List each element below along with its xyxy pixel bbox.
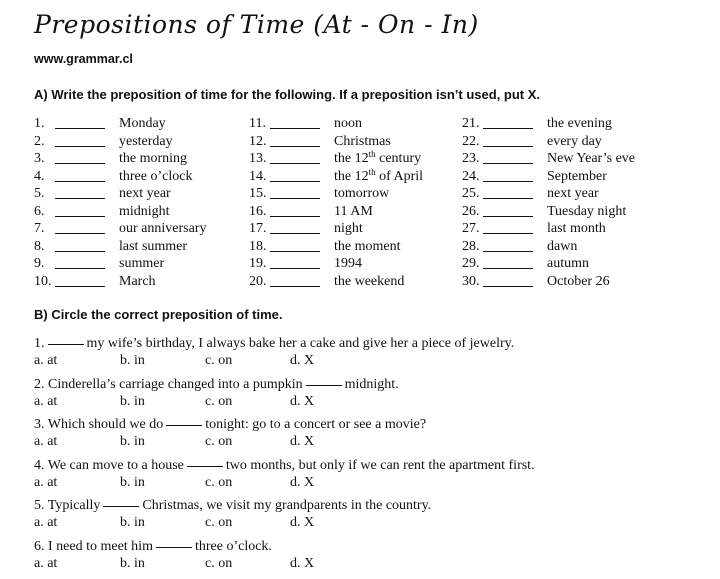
item-number: 30. <box>462 274 480 290</box>
item-text-main: March <box>119 274 156 289</box>
answer-blank[interactable] <box>55 163 105 164</box>
item-text <box>547 256 589 272</box>
item-text <box>334 134 391 150</box>
item-text <box>547 134 602 150</box>
answer-blank[interactable] <box>270 198 320 199</box>
item-text <box>547 116 612 132</box>
answer-blank[interactable] <box>270 233 320 234</box>
item-text <box>334 151 421 167</box>
item-text <box>547 204 626 220</box>
question-text-after: my wife’s birthday, I always bake her a cake and give her a piece of jewelry. <box>87 336 515 351</box>
question-text-after: midnight. <box>345 377 399 392</box>
item-text <box>119 256 164 272</box>
answer-blank[interactable] <box>187 465 223 467</box>
item-text <box>119 151 187 167</box>
item-text <box>334 116 362 132</box>
question-stem <box>34 336 714 353</box>
item-number: 5. <box>34 186 45 202</box>
item-text-main: every day <box>547 134 602 149</box>
answer-option[interactable]: d. X <box>290 515 314 531</box>
answer-option[interactable]: d. X <box>290 475 314 491</box>
answer-option[interactable]: c. on <box>205 556 232 572</box>
item-number: 22. <box>462 134 480 150</box>
answer-blank[interactable] <box>55 216 105 217</box>
answer-option[interactable]: a. at <box>34 515 57 531</box>
item-number: 18. <box>249 239 267 255</box>
item-number: 23. <box>462 151 480 167</box>
item-text <box>119 239 187 255</box>
answer-blank[interactable] <box>55 146 105 147</box>
answer-blank[interactable] <box>48 343 84 345</box>
question-block <box>34 539 714 579</box>
item-text-main: 11 AM <box>334 204 373 219</box>
answer-blank[interactable] <box>166 424 202 426</box>
answer-blank[interactable] <box>483 216 533 217</box>
answer-options <box>34 434 714 451</box>
question-block <box>34 417 714 458</box>
item-text-main: the 12 <box>334 151 369 166</box>
item-number: 16. <box>249 204 267 220</box>
item-text <box>334 204 373 220</box>
answer-option[interactable]: d. X <box>290 556 314 572</box>
item-text-main: Tuesday night <box>547 204 626 219</box>
answer-blank[interactable] <box>483 146 533 147</box>
question-text-before: 4. We can move to a house <box>34 458 184 473</box>
question-text-before: 5. Typically <box>34 498 100 513</box>
ordinal-suffix: th <box>369 167 376 177</box>
answer-blank[interactable] <box>270 286 320 287</box>
item-number: 26. <box>462 204 480 220</box>
item-text <box>119 204 170 220</box>
question-block <box>34 458 714 499</box>
answer-blank[interactable] <box>483 198 533 199</box>
item-text <box>547 221 606 237</box>
item-text-main: the evening <box>547 116 612 131</box>
item-text-rest: century <box>376 151 421 166</box>
answer-option[interactable]: a. at <box>34 475 57 491</box>
answer-blank[interactable] <box>270 181 320 182</box>
question-text-before: 1. <box>34 336 45 351</box>
item-number: 2. <box>34 134 45 150</box>
answer-blank[interactable] <box>270 268 320 269</box>
item-text <box>334 274 404 290</box>
answer-blank[interactable] <box>55 128 105 129</box>
item-number: 14. <box>249 169 267 185</box>
item-text <box>119 274 156 290</box>
answer-blank[interactable] <box>483 251 533 252</box>
item-number: 7. <box>34 221 45 237</box>
answer-option[interactable]: a. at <box>34 353 57 369</box>
answer-blank[interactable] <box>306 384 342 386</box>
answer-option[interactable]: b. in <box>120 353 145 369</box>
question-text-after: two months, but only if we can rent the apartment first. <box>226 458 535 473</box>
item-text-main: next year <box>547 186 599 201</box>
question-text-after: Christmas, we visit my grandparents in the country. <box>142 498 431 513</box>
item-text <box>119 134 173 150</box>
answer-blank[interactable] <box>483 268 533 269</box>
item-text <box>119 186 171 202</box>
answer-option[interactable]: b. in <box>120 515 145 531</box>
item-number: 24. <box>462 169 480 185</box>
item-text-main: New Year’s eve <box>547 151 635 166</box>
answer-option[interactable]: a. at <box>34 556 57 572</box>
item-text <box>547 151 635 167</box>
item-text-main: last month <box>547 221 606 236</box>
item-number: 12. <box>249 134 267 150</box>
answer-blank[interactable] <box>483 233 533 234</box>
answer-blank[interactable] <box>483 163 533 164</box>
item-number: 6. <box>34 204 45 220</box>
answer-option[interactable]: c. on <box>205 394 232 410</box>
answer-blank[interactable] <box>483 128 533 129</box>
question-text-after: tonight: go to a concert or see a movie? <box>205 417 426 432</box>
answer-blank[interactable] <box>55 198 105 199</box>
section-a-grid <box>34 116 714 292</box>
item-text <box>547 186 599 202</box>
item-number: 20. <box>249 274 267 290</box>
answer-blank[interactable] <box>270 216 320 217</box>
question-block <box>34 377 714 418</box>
answer-option[interactable]: a. at <box>34 394 57 410</box>
answer-options <box>34 353 714 370</box>
question-block <box>34 498 714 539</box>
worksheet-title: Prepositions of Time (At - On - In) <box>34 10 479 39</box>
item-number: 8. <box>34 239 45 255</box>
item-text <box>547 239 577 255</box>
item-number: 19. <box>249 256 267 272</box>
answer-option[interactable]: c. on <box>205 515 232 531</box>
item-number: 9. <box>34 256 45 272</box>
answer-option[interactable]: b. in <box>120 475 145 491</box>
answer-blank[interactable] <box>55 233 105 234</box>
item-text <box>334 169 423 185</box>
question-stem <box>34 377 714 394</box>
item-text-main: autumn <box>547 256 589 271</box>
question-text-before: 6. I need to meet him <box>34 539 153 554</box>
item-text <box>334 186 389 202</box>
item-text <box>119 169 192 185</box>
item-number: 25. <box>462 186 480 202</box>
item-text <box>119 221 206 237</box>
item-text-main: midnight <box>119 204 170 219</box>
item-text-main: September <box>547 169 607 184</box>
item-number: 29. <box>462 256 480 272</box>
item-text <box>334 239 401 255</box>
answer-blank[interactable] <box>270 128 320 129</box>
answer-options <box>34 515 714 532</box>
item-text <box>119 116 166 132</box>
item-text-main: the 12 <box>334 169 369 184</box>
website-label: www.grammar.cl <box>34 52 133 66</box>
item-text-main: Christmas <box>334 134 391 149</box>
item-number: 3. <box>34 151 45 167</box>
item-text-main: night <box>334 221 363 236</box>
item-text-main: the morning <box>119 151 187 166</box>
answer-options <box>34 394 714 411</box>
answer-blank[interactable] <box>270 251 320 252</box>
item-text <box>547 274 610 290</box>
item-number: 21. <box>462 116 480 132</box>
answer-option[interactable]: c. on <box>205 475 232 491</box>
section-b-heading: B) Circle the correct preposition of time. <box>34 307 283 322</box>
item-number: 4. <box>34 169 45 185</box>
item-text <box>334 256 362 272</box>
item-text-main: yesterday <box>119 134 173 149</box>
answer-blank[interactable] <box>156 546 192 548</box>
item-text <box>334 221 363 237</box>
item-text-main: last summer <box>119 239 187 254</box>
item-text-main: tomorrow <box>334 186 389 201</box>
answer-blank[interactable] <box>55 181 105 182</box>
answer-option[interactable]: a. at <box>34 434 57 450</box>
item-text-main: the moment <box>334 239 401 254</box>
question-stem <box>34 539 714 556</box>
answer-blank[interactable] <box>270 146 320 147</box>
answer-option[interactable]: d. X <box>290 353 314 369</box>
answer-blank[interactable] <box>270 163 320 164</box>
answer-options <box>34 556 714 573</box>
answer-option[interactable]: c. on <box>205 353 232 369</box>
answer-option[interactable]: d. X <box>290 434 314 450</box>
question-stem <box>34 417 714 434</box>
answer-options <box>34 475 714 492</box>
answer-option[interactable]: b. in <box>120 556 145 572</box>
question-block <box>34 336 714 377</box>
section-b-questions <box>34 336 714 579</box>
item-number: 15. <box>249 186 267 202</box>
item-text-main: the weekend <box>334 274 404 289</box>
answer-option[interactable]: b. in <box>120 394 145 410</box>
ordinal-suffix: th <box>369 149 376 159</box>
item-text-main: our anniversary <box>119 221 206 236</box>
question-text-after: three o’clock. <box>195 539 272 554</box>
question-text-before: 3. Which should we do <box>34 417 163 432</box>
item-number: 13. <box>249 151 267 167</box>
question-text-before: 2. Cinderella’s carriage changed into a pumpkin <box>34 377 303 392</box>
item-text-main: summer <box>119 256 164 271</box>
item-text-main: 1994 <box>334 256 362 271</box>
item-text-main: October 26 <box>547 274 610 289</box>
item-number: 27. <box>462 221 480 237</box>
item-text-main: three o’clock <box>119 169 192 184</box>
item-text-main: noon <box>334 116 362 131</box>
item-text-main: dawn <box>547 239 577 254</box>
item-text <box>547 169 607 185</box>
question-stem <box>34 498 714 515</box>
item-text-main: Monday <box>119 116 166 131</box>
answer-option[interactable]: b. in <box>120 434 145 450</box>
answer-blank[interactable] <box>483 286 533 287</box>
answer-blank[interactable] <box>103 505 139 507</box>
answer-blank[interactable] <box>55 268 105 269</box>
item-text-rest: of April <box>376 169 423 184</box>
answer-blank[interactable] <box>55 286 105 287</box>
section-a-heading: A) Write the preposition of time for the following. If a preposition isn’t used, put X. <box>34 87 540 102</box>
answer-option[interactable]: c. on <box>205 434 232 450</box>
item-number: 28. <box>462 239 480 255</box>
answer-blank[interactable] <box>55 251 105 252</box>
item-number: 10. <box>34 274 52 290</box>
question-stem <box>34 458 714 475</box>
item-number: 17. <box>249 221 267 237</box>
item-number: 1. <box>34 116 45 132</box>
item-text-main: next year <box>119 186 171 201</box>
answer-option[interactable]: d. X <box>290 394 314 410</box>
item-number: 11. <box>249 116 266 132</box>
answer-blank[interactable] <box>483 181 533 182</box>
